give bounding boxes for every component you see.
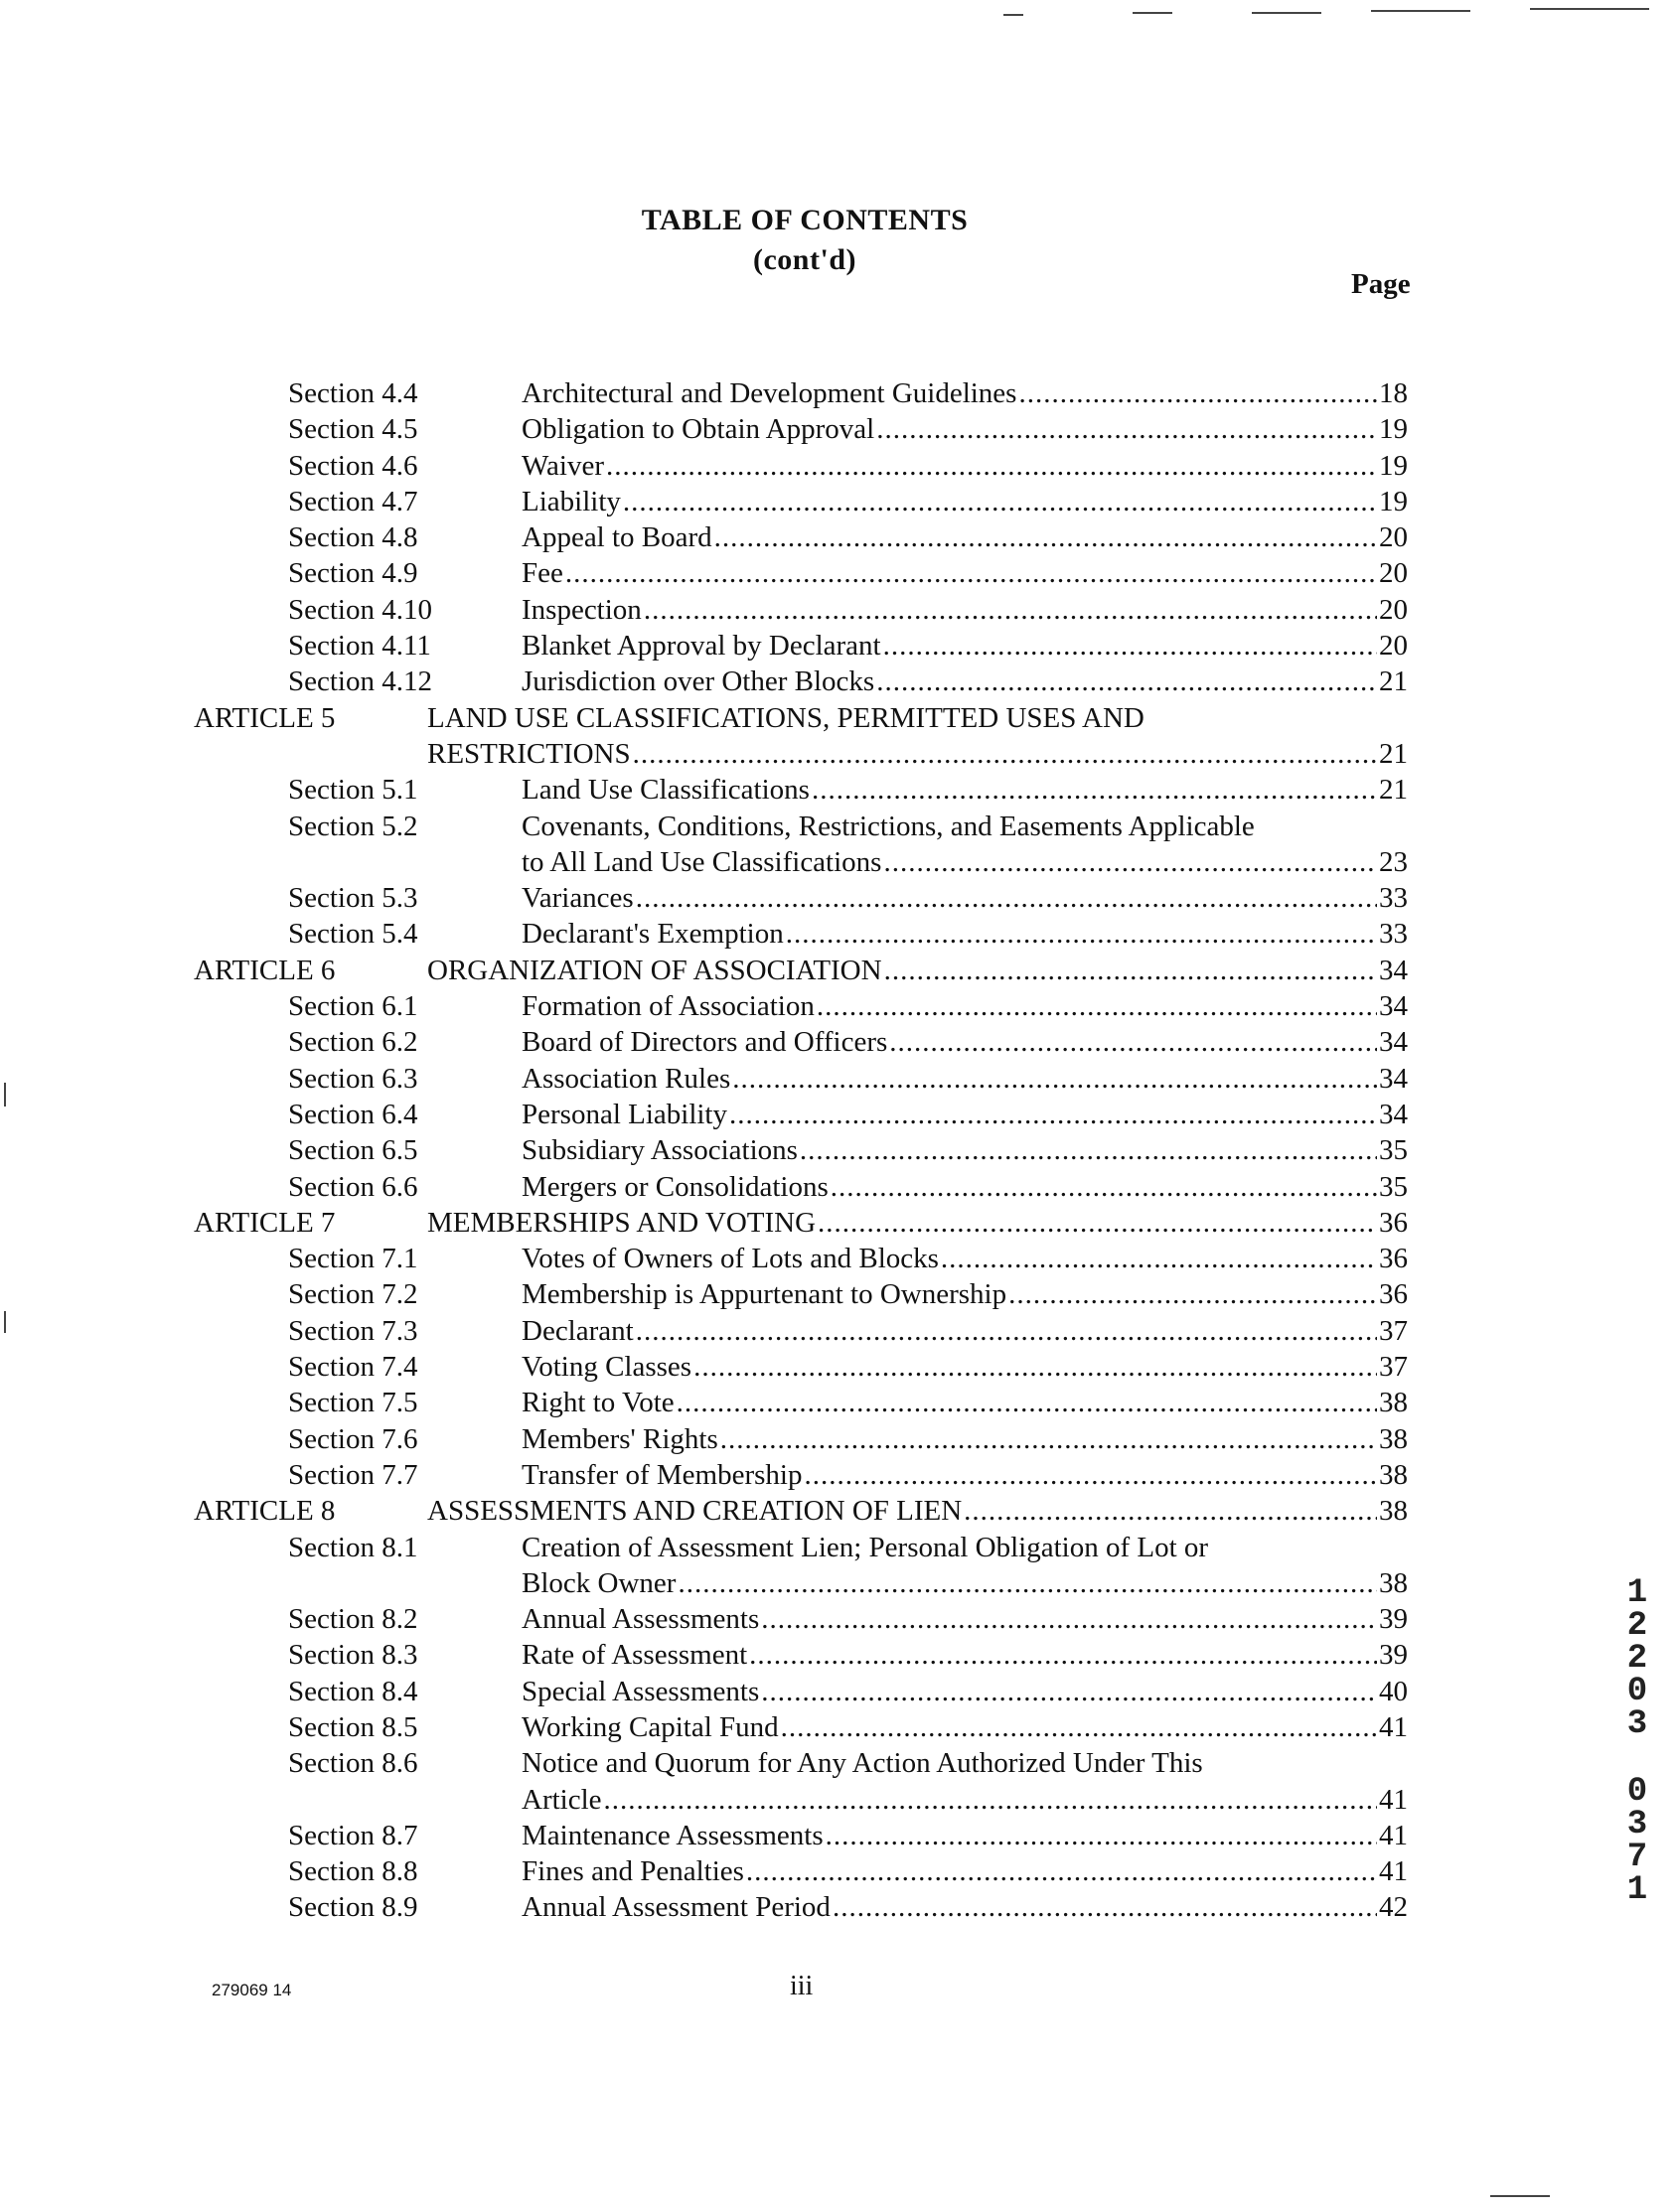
article-number: ARTICLE 8 bbox=[194, 1495, 336, 1528]
section-title: Right to Vote bbox=[522, 1387, 675, 1419]
toc-row bbox=[0, 1853, 1678, 1889]
dot-leader bbox=[1008, 1276, 1377, 1312]
stamp-digit: 3 bbox=[1626, 1806, 1648, 1843]
page-ref: 40 bbox=[1379, 1675, 1408, 1707]
dot-leader bbox=[884, 953, 1377, 988]
toc-row bbox=[0, 519, 1678, 555]
toc-entry bbox=[522, 1818, 1408, 1853]
page-ref: 38 bbox=[1379, 1566, 1408, 1599]
toc-row bbox=[0, 555, 1678, 591]
page-ref: 34 bbox=[1379, 954, 1408, 986]
section-number: Section 7.7 bbox=[288, 1458, 418, 1491]
section-number: Section 7.6 bbox=[288, 1422, 418, 1455]
section-title: Rate of Assessment bbox=[522, 1639, 748, 1672]
toc-row bbox=[0, 1421, 1678, 1457]
toc-row bbox=[0, 1169, 1678, 1205]
toc-row bbox=[0, 809, 1678, 844]
toc-entry bbox=[427, 953, 1408, 988]
toc-entry bbox=[522, 1061, 1408, 1097]
stamp-digit: 0 bbox=[1626, 1673, 1648, 1710]
toc-row bbox=[0, 1705, 1678, 1745]
section-number: Section 4.8 bbox=[288, 521, 418, 554]
stamp-digit: 0 bbox=[1626, 1773, 1648, 1811]
section-number: Section 8.6 bbox=[288, 1747, 418, 1780]
toc-row bbox=[0, 1241, 1678, 1276]
toc-entry bbox=[522, 1169, 1408, 1205]
dot-leader bbox=[761, 1674, 1377, 1709]
section-title: Membership is Appurtenant to Ownership bbox=[522, 1278, 1007, 1311]
page-ref: 42 bbox=[1379, 1891, 1408, 1924]
dot-leader bbox=[1018, 375, 1377, 411]
toc-row bbox=[0, 1132, 1678, 1168]
section-number: Section 8.5 bbox=[288, 1710, 418, 1743]
toc-row bbox=[0, 1745, 1678, 1781]
dot-leader bbox=[565, 555, 1377, 591]
toc-entry bbox=[522, 1349, 1408, 1385]
toc-entry bbox=[522, 1637, 1408, 1673]
section-title: Annual Assessments bbox=[522, 1603, 760, 1636]
stamp-digit: 1 bbox=[1626, 1871, 1648, 1909]
section-number: Section 7.4 bbox=[288, 1351, 418, 1384]
toc-entry bbox=[522, 1853, 1408, 1889]
toc-subtitle: (cont'd) bbox=[753, 243, 856, 276]
dot-leader bbox=[761, 1601, 1377, 1637]
dot-leader bbox=[677, 1385, 1377, 1420]
dot-leader bbox=[876, 411, 1377, 447]
section-title: Transfer of Membership bbox=[522, 1458, 803, 1491]
section-title: Liability bbox=[522, 485, 621, 517]
toc-entry bbox=[522, 1313, 1408, 1349]
toc-row bbox=[0, 736, 1678, 772]
article-title: LAND USE CLASSIFICATIONS, PERMITTED USES AND bbox=[427, 701, 1144, 734]
page-ref: 21 bbox=[1379, 665, 1408, 698]
section-number: Section 4.10 bbox=[288, 593, 432, 626]
page-ref: 20 bbox=[1379, 593, 1408, 626]
section-number: Section 4.4 bbox=[288, 377, 418, 409]
page-ref: 38 bbox=[1379, 1495, 1408, 1528]
section-title: Annual Assessment Period bbox=[522, 1891, 831, 1924]
stamp-digit: 7 bbox=[1626, 1839, 1648, 1876]
recording-stamp-top bbox=[1617, 1574, 1657, 1743]
page-ref: 34 bbox=[1379, 990, 1408, 1023]
section-number: Section 4.12 bbox=[288, 665, 432, 698]
page-ref: 34 bbox=[1379, 1026, 1408, 1059]
toc-entry bbox=[522, 772, 1408, 808]
section-number: Section 4.9 bbox=[288, 557, 418, 590]
toc-row bbox=[0, 772, 1678, 808]
section-title: Covenants, Conditions, Restrictions, and Easements Applicable bbox=[522, 810, 1255, 842]
page-column-heading: Page bbox=[1351, 268, 1411, 300]
section-title: Blanket Approval by Declarant bbox=[522, 630, 881, 663]
page-ref: 37 bbox=[1379, 1351, 1408, 1384]
section-title: to All Land Use Classifications bbox=[522, 845, 882, 878]
toc-entry bbox=[427, 1493, 1408, 1529]
dot-leader bbox=[720, 1421, 1377, 1457]
section-title: Board of Directors and Officers bbox=[522, 1026, 888, 1059]
dot-leader bbox=[749, 1637, 1377, 1673]
toc-row bbox=[0, 1493, 1678, 1529]
section-number: Section 6.2 bbox=[288, 1026, 418, 1059]
toc-entry bbox=[522, 844, 1408, 880]
page-ref: 33 bbox=[1379, 918, 1408, 951]
section-title: Waiver bbox=[522, 449, 605, 482]
page-ref: 41 bbox=[1379, 1819, 1408, 1851]
dot-leader bbox=[604, 1782, 1377, 1818]
page-ref: 20 bbox=[1379, 521, 1408, 554]
page-ref: 21 bbox=[1379, 774, 1408, 807]
toc-row bbox=[0, 1565, 1678, 1601]
toc-row bbox=[0, 1276, 1678, 1312]
dot-leader bbox=[831, 1169, 1377, 1205]
dot-leader bbox=[623, 484, 1377, 519]
dot-leader bbox=[714, 519, 1377, 555]
section-title: Variances bbox=[522, 882, 634, 915]
page-ref: 35 bbox=[1379, 1170, 1408, 1203]
toc-entry bbox=[522, 1276, 1408, 1312]
page-ref: 20 bbox=[1379, 630, 1408, 663]
article-title: RESTRICTIONS bbox=[427, 737, 631, 770]
page-ref: 41 bbox=[1379, 1855, 1408, 1888]
section-number: Section 8.2 bbox=[288, 1603, 418, 1636]
toc-row bbox=[0, 628, 1678, 664]
toc-row bbox=[0, 1889, 1678, 1925]
toc-entry bbox=[522, 1709, 1408, 1745]
stamp-digit: 2 bbox=[1626, 1607, 1648, 1645]
toc-row bbox=[0, 1205, 1678, 1241]
section-title: Article bbox=[522, 1783, 602, 1816]
section-number: Section 7.3 bbox=[288, 1314, 418, 1347]
section-number: Section 4.5 bbox=[288, 413, 418, 446]
section-number: Section 6.3 bbox=[288, 1062, 418, 1095]
page-ref: 19 bbox=[1379, 413, 1408, 446]
section-title: Mergers or Consolidations bbox=[522, 1170, 829, 1203]
dot-leader bbox=[732, 1061, 1377, 1097]
toc-entry bbox=[522, 880, 1408, 916]
dot-leader bbox=[786, 916, 1377, 952]
section-title: Personal Liability bbox=[522, 1098, 727, 1130]
toc-entry bbox=[522, 1241, 1408, 1276]
dot-leader bbox=[636, 880, 1377, 916]
section-number: Section 8.4 bbox=[288, 1675, 418, 1707]
scan-artifact bbox=[1530, 8, 1649, 10]
section-title: Formation of Association bbox=[522, 990, 815, 1023]
stamp-digit: 3 bbox=[1626, 1705, 1648, 1743]
toc-entry bbox=[522, 988, 1408, 1024]
section-number: Section 6.1 bbox=[288, 990, 418, 1023]
section-number: Section 4.7 bbox=[288, 485, 418, 517]
toc-entry bbox=[522, 1097, 1408, 1132]
dot-leader bbox=[693, 1349, 1377, 1385]
page-ref: 23 bbox=[1379, 845, 1408, 878]
section-number: Section 8.7 bbox=[288, 1819, 418, 1851]
toc-row bbox=[0, 664, 1678, 699]
section-title: Obligation to Obtain Approval bbox=[522, 413, 875, 446]
toc-row bbox=[0, 1637, 1678, 1673]
toc-row bbox=[0, 916, 1678, 952]
dot-leader bbox=[800, 1132, 1377, 1168]
page-ref: 34 bbox=[1379, 1062, 1408, 1095]
article-number: ARTICLE 6 bbox=[194, 954, 336, 986]
toc-row bbox=[0, 880, 1678, 916]
toc-row bbox=[0, 1457, 1678, 1493]
dot-leader bbox=[606, 448, 1377, 484]
toc-row bbox=[0, 1818, 1678, 1853]
section-title: Creation of Assessment Lien; Personal Obligation of Lot or bbox=[522, 1531, 1209, 1563]
toc-row bbox=[0, 844, 1678, 880]
section-number: Section 5.2 bbox=[288, 810, 418, 842]
article-number: ARTICLE 5 bbox=[194, 701, 336, 734]
dot-leader bbox=[883, 844, 1377, 880]
toc-row bbox=[0, 700, 1678, 736]
toc-entry bbox=[522, 1601, 1408, 1637]
toc-entry bbox=[522, 375, 1408, 411]
section-title: Block Owner bbox=[522, 1566, 677, 1599]
page-ref: 39 bbox=[1379, 1639, 1408, 1672]
section-title: Subsidiary Associations bbox=[522, 1134, 798, 1167]
section-number: Section 8.8 bbox=[288, 1855, 418, 1888]
toc-row bbox=[0, 1349, 1678, 1385]
section-number: Section 5.1 bbox=[288, 774, 418, 807]
page-ref: 41 bbox=[1379, 1710, 1408, 1743]
page-ref: 19 bbox=[1379, 449, 1408, 482]
dot-leader bbox=[817, 988, 1377, 1024]
dot-leader bbox=[804, 1457, 1377, 1493]
toc-row bbox=[0, 1674, 1678, 1709]
section-title: Declarant's Exemption bbox=[522, 918, 784, 951]
toc-entry bbox=[522, 1745, 1408, 1781]
section-number: Section 4.11 bbox=[288, 630, 431, 663]
page-ref: 21 bbox=[1379, 737, 1408, 770]
article-number: ARTICLE 7 bbox=[194, 1206, 336, 1239]
page-ref: 38 bbox=[1379, 1458, 1408, 1491]
toc-entry bbox=[522, 555, 1408, 591]
dot-leader bbox=[746, 1853, 1377, 1889]
toc-entry bbox=[522, 1782, 1408, 1818]
section-title: Association Rules bbox=[522, 1062, 731, 1095]
section-number: Section 8.3 bbox=[288, 1639, 418, 1672]
page-ref: 33 bbox=[1379, 882, 1408, 915]
section-title: Votes of Owners of Lots and Blocks bbox=[522, 1243, 939, 1275]
section-number: Section 7.1 bbox=[288, 1243, 418, 1275]
toc-row bbox=[0, 411, 1678, 447]
section-title: Architectural and Development Guidelines bbox=[522, 377, 1017, 409]
section-number: Section 7.5 bbox=[288, 1387, 418, 1419]
section-title: Appeal to Board bbox=[522, 521, 712, 554]
dot-leader bbox=[678, 1565, 1377, 1601]
dot-leader bbox=[964, 1493, 1377, 1529]
toc-row bbox=[0, 448, 1678, 484]
recording-stamp-bottom bbox=[1617, 1773, 1657, 1909]
document-code: 279069 14 bbox=[212, 1981, 292, 1999]
toc-row bbox=[0, 592, 1678, 628]
toc-entry bbox=[522, 411, 1408, 447]
section-title: Maintenance Assessments bbox=[522, 1819, 824, 1851]
dot-leader bbox=[781, 1709, 1377, 1745]
toc-row bbox=[0, 1601, 1678, 1637]
toc-entry bbox=[522, 628, 1408, 664]
page-ref: 19 bbox=[1379, 485, 1408, 517]
dot-leader bbox=[876, 664, 1377, 699]
scan-artifact bbox=[1252, 12, 1321, 14]
article-title: ASSESSMENTS AND CREATION OF LIEN bbox=[427, 1495, 963, 1528]
toc-list bbox=[0, 375, 1678, 1926]
toc-entry bbox=[522, 592, 1408, 628]
toc-entry bbox=[522, 1530, 1408, 1565]
toc-entry bbox=[522, 1421, 1408, 1457]
section-number: Section 8.9 bbox=[288, 1891, 418, 1924]
page-ref: 36 bbox=[1379, 1243, 1408, 1275]
toc-row bbox=[0, 1530, 1678, 1565]
dot-leader bbox=[826, 1818, 1377, 1853]
dot-leader bbox=[883, 628, 1377, 664]
toc-entry bbox=[522, 519, 1408, 555]
stamp-digit: 1 bbox=[1626, 1574, 1648, 1612]
dot-leader bbox=[729, 1097, 1377, 1132]
section-title: Declarant bbox=[522, 1314, 634, 1347]
toc-entry bbox=[522, 1565, 1408, 1601]
toc-entry bbox=[522, 1674, 1408, 1709]
toc-row bbox=[0, 1024, 1678, 1060]
page-ref: 39 bbox=[1379, 1603, 1408, 1636]
dot-leader bbox=[889, 1024, 1377, 1060]
page-number: iii bbox=[790, 1971, 814, 2001]
toc-entry bbox=[522, 664, 1408, 699]
article-title: MEMBERSHIPS AND VOTING bbox=[427, 1206, 817, 1239]
section-title: Notice and Quorum for Any Action Authorized Under This bbox=[522, 1747, 1203, 1780]
dot-leader bbox=[636, 1313, 1377, 1349]
toc-row bbox=[0, 1782, 1678, 1818]
toc-row bbox=[0, 988, 1678, 1024]
section-number: Section 6.5 bbox=[288, 1134, 418, 1167]
toc-entry bbox=[522, 809, 1408, 844]
dot-leader bbox=[941, 1241, 1377, 1276]
page-ref: 36 bbox=[1379, 1206, 1408, 1239]
scan-artifact bbox=[1133, 12, 1172, 14]
dot-leader bbox=[644, 592, 1377, 628]
dot-leader bbox=[833, 1889, 1377, 1925]
scan-artifact bbox=[1371, 10, 1470, 12]
scan-artifact bbox=[4, 1311, 6, 1333]
section-title: Jurisdiction over Other Blocks bbox=[522, 665, 875, 698]
section-number: Section 8.1 bbox=[288, 1531, 418, 1563]
toc-row bbox=[0, 1097, 1678, 1132]
toc-entry bbox=[522, 1024, 1408, 1060]
section-number: Section 4.6 bbox=[288, 449, 418, 482]
toc-row bbox=[0, 1313, 1678, 1349]
toc-row bbox=[0, 484, 1678, 519]
page-ref: 20 bbox=[1379, 557, 1408, 590]
toc-entry bbox=[427, 736, 1408, 772]
section-number: Section 5.3 bbox=[288, 882, 418, 915]
toc-entry bbox=[522, 1889, 1408, 1925]
dot-leader bbox=[633, 736, 1377, 772]
scan-artifact bbox=[4, 1083, 6, 1106]
page-ref: 41 bbox=[1379, 1783, 1408, 1816]
scan-artifact bbox=[1490, 2195, 1550, 2197]
toc-title: TABLE OF CONTENTS bbox=[641, 204, 969, 236]
section-number: Section 7.2 bbox=[288, 1278, 418, 1311]
page-ref: 36 bbox=[1379, 1278, 1408, 1311]
toc-row bbox=[0, 1061, 1678, 1097]
toc-entry bbox=[522, 484, 1408, 519]
stamp-digit: 2 bbox=[1626, 1640, 1648, 1678]
dot-leader bbox=[812, 772, 1377, 808]
page-ref: 18 bbox=[1379, 377, 1408, 409]
page-ref: 34 bbox=[1379, 1098, 1408, 1130]
dot-leader bbox=[818, 1205, 1377, 1241]
section-number: Section 6.4 bbox=[288, 1098, 418, 1130]
section-title: Special Assessments bbox=[522, 1675, 760, 1707]
page-ref: 35 bbox=[1379, 1134, 1408, 1167]
section-title: Fee bbox=[522, 557, 563, 590]
section-title: Land Use Classifications bbox=[522, 774, 810, 807]
toc-entry bbox=[427, 1205, 1408, 1241]
toc-entry bbox=[522, 1385, 1408, 1420]
section-title: Members' Rights bbox=[522, 1422, 718, 1455]
section-title: Inspection bbox=[522, 593, 642, 626]
section-title: Working Capital Fund bbox=[522, 1710, 779, 1743]
toc-entry bbox=[427, 700, 1408, 736]
page-ref: 37 bbox=[1379, 1314, 1408, 1347]
section-title: Voting Classes bbox=[522, 1351, 692, 1384]
toc-entry bbox=[522, 448, 1408, 484]
section-number: Section 6.6 bbox=[288, 1170, 418, 1203]
toc-entry bbox=[522, 916, 1408, 952]
toc-entry bbox=[522, 1457, 1408, 1493]
page-ref: 38 bbox=[1379, 1387, 1408, 1419]
page-ref: 38 bbox=[1379, 1422, 1408, 1455]
toc-row bbox=[0, 1385, 1678, 1420]
section-number: Section 5.4 bbox=[288, 918, 418, 951]
toc-entry bbox=[522, 1132, 1408, 1168]
article-title: ORGANIZATION OF ASSOCIATION bbox=[427, 954, 882, 986]
section-title: Fines and Penalties bbox=[522, 1855, 744, 1888]
toc-row bbox=[0, 953, 1678, 988]
toc-row bbox=[0, 375, 1678, 411]
scan-artifact bbox=[1003, 14, 1023, 16]
